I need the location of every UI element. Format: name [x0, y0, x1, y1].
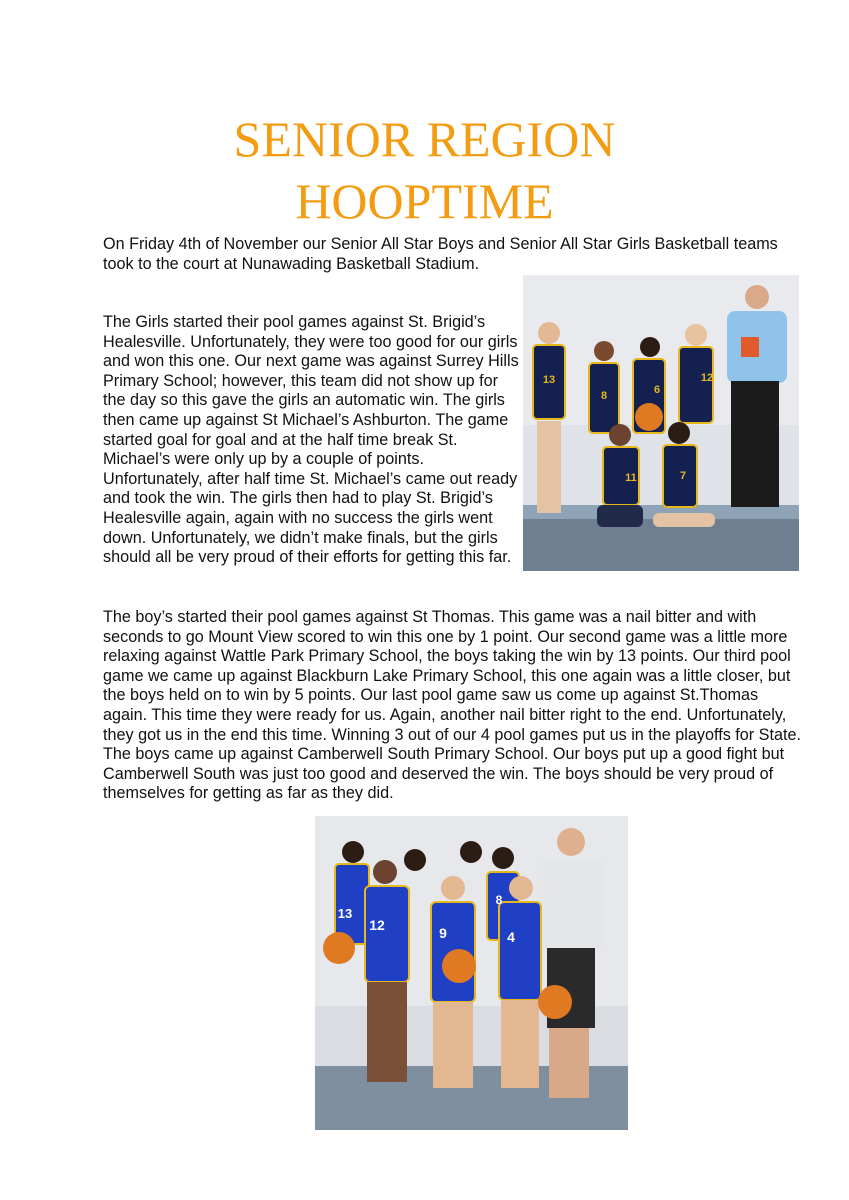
boys-paragraph: The boy’s started their pool games against St Thomas. This game was a nail bitter and with seconds to go Mount View scored to win this one by 1 point. Our second game was a little more relaxing against Wattle Park Primary School, the boys taking the win by 13 points. Our third pool game we came up against Blackburn Lake Primary School, this one again was a little closer, but the boys held on to win by 5 points. Our last pool game saw us come up against St.Thomas again. This time they were ready for us. Again, another nail bitter right to the end. Unfortunately, they got us in the end this time. Winning 3 out of our 4 pool games put us in the playoffs for State. The boys came up against Camberwell South Primary School. Our boys put up a good fight but Camberwell South was just too good and deserved the win. The boys should be very proud of themselves for getting as far as they did. [103, 608, 801, 803]
boys-jersey-4: 4 [507, 929, 515, 945]
girls-team-photo [523, 275, 799, 571]
girls-jersey-6: 6 [653, 384, 661, 396]
girls-jersey-8: 8 [600, 390, 608, 402]
girls-jersey-7: 7 [679, 470, 687, 482]
intro-paragraph: On Friday 4th of November our Senior All Star Boys and Senior All Star Girls Basketball teams took to the court at Nunawading Basketball Stadium. [103, 235, 778, 273]
girls-jersey-13: 13 [542, 374, 556, 386]
title-line-1: SENIOR REGION [233, 111, 616, 167]
boys-jersey-13: 13 [337, 906, 353, 921]
boys-jersey-8: 8 [495, 893, 503, 907]
girls-jersey-11: 11 [625, 472, 637, 484]
boys-team-photo [315, 816, 628, 1130]
boys-jersey-9: 9 [439, 925, 447, 941]
girls-jersey-12: 12 [700, 372, 714, 384]
title-line-2: HOOPTIME [295, 173, 554, 229]
page-title [0, 108, 849, 232]
girls-paragraph: The Girls started their pool games against St. Brigid’s Healesville. Unfortunately, they were too good for our girls and won this one. Our next game was against Surrey Hills Primary School; however, this team did not show up for the day so this gave the girls an automatic win. The girls then came up against St Michael’s Ashburton. The game started goal for goal and at the half time break St. Michael’s were only up by a couple of points. Unfortunately, after half time St. Michael’s came out ready and took the win. The girls then had to play St. Brigid’s Healesville again, again with no success the girls went down. Unfortunately, we didn’t make finals, but the girls should all be very proud of their efforts for getting this far. [103, 313, 519, 567]
boys-jersey-12: 12 [369, 917, 385, 933]
